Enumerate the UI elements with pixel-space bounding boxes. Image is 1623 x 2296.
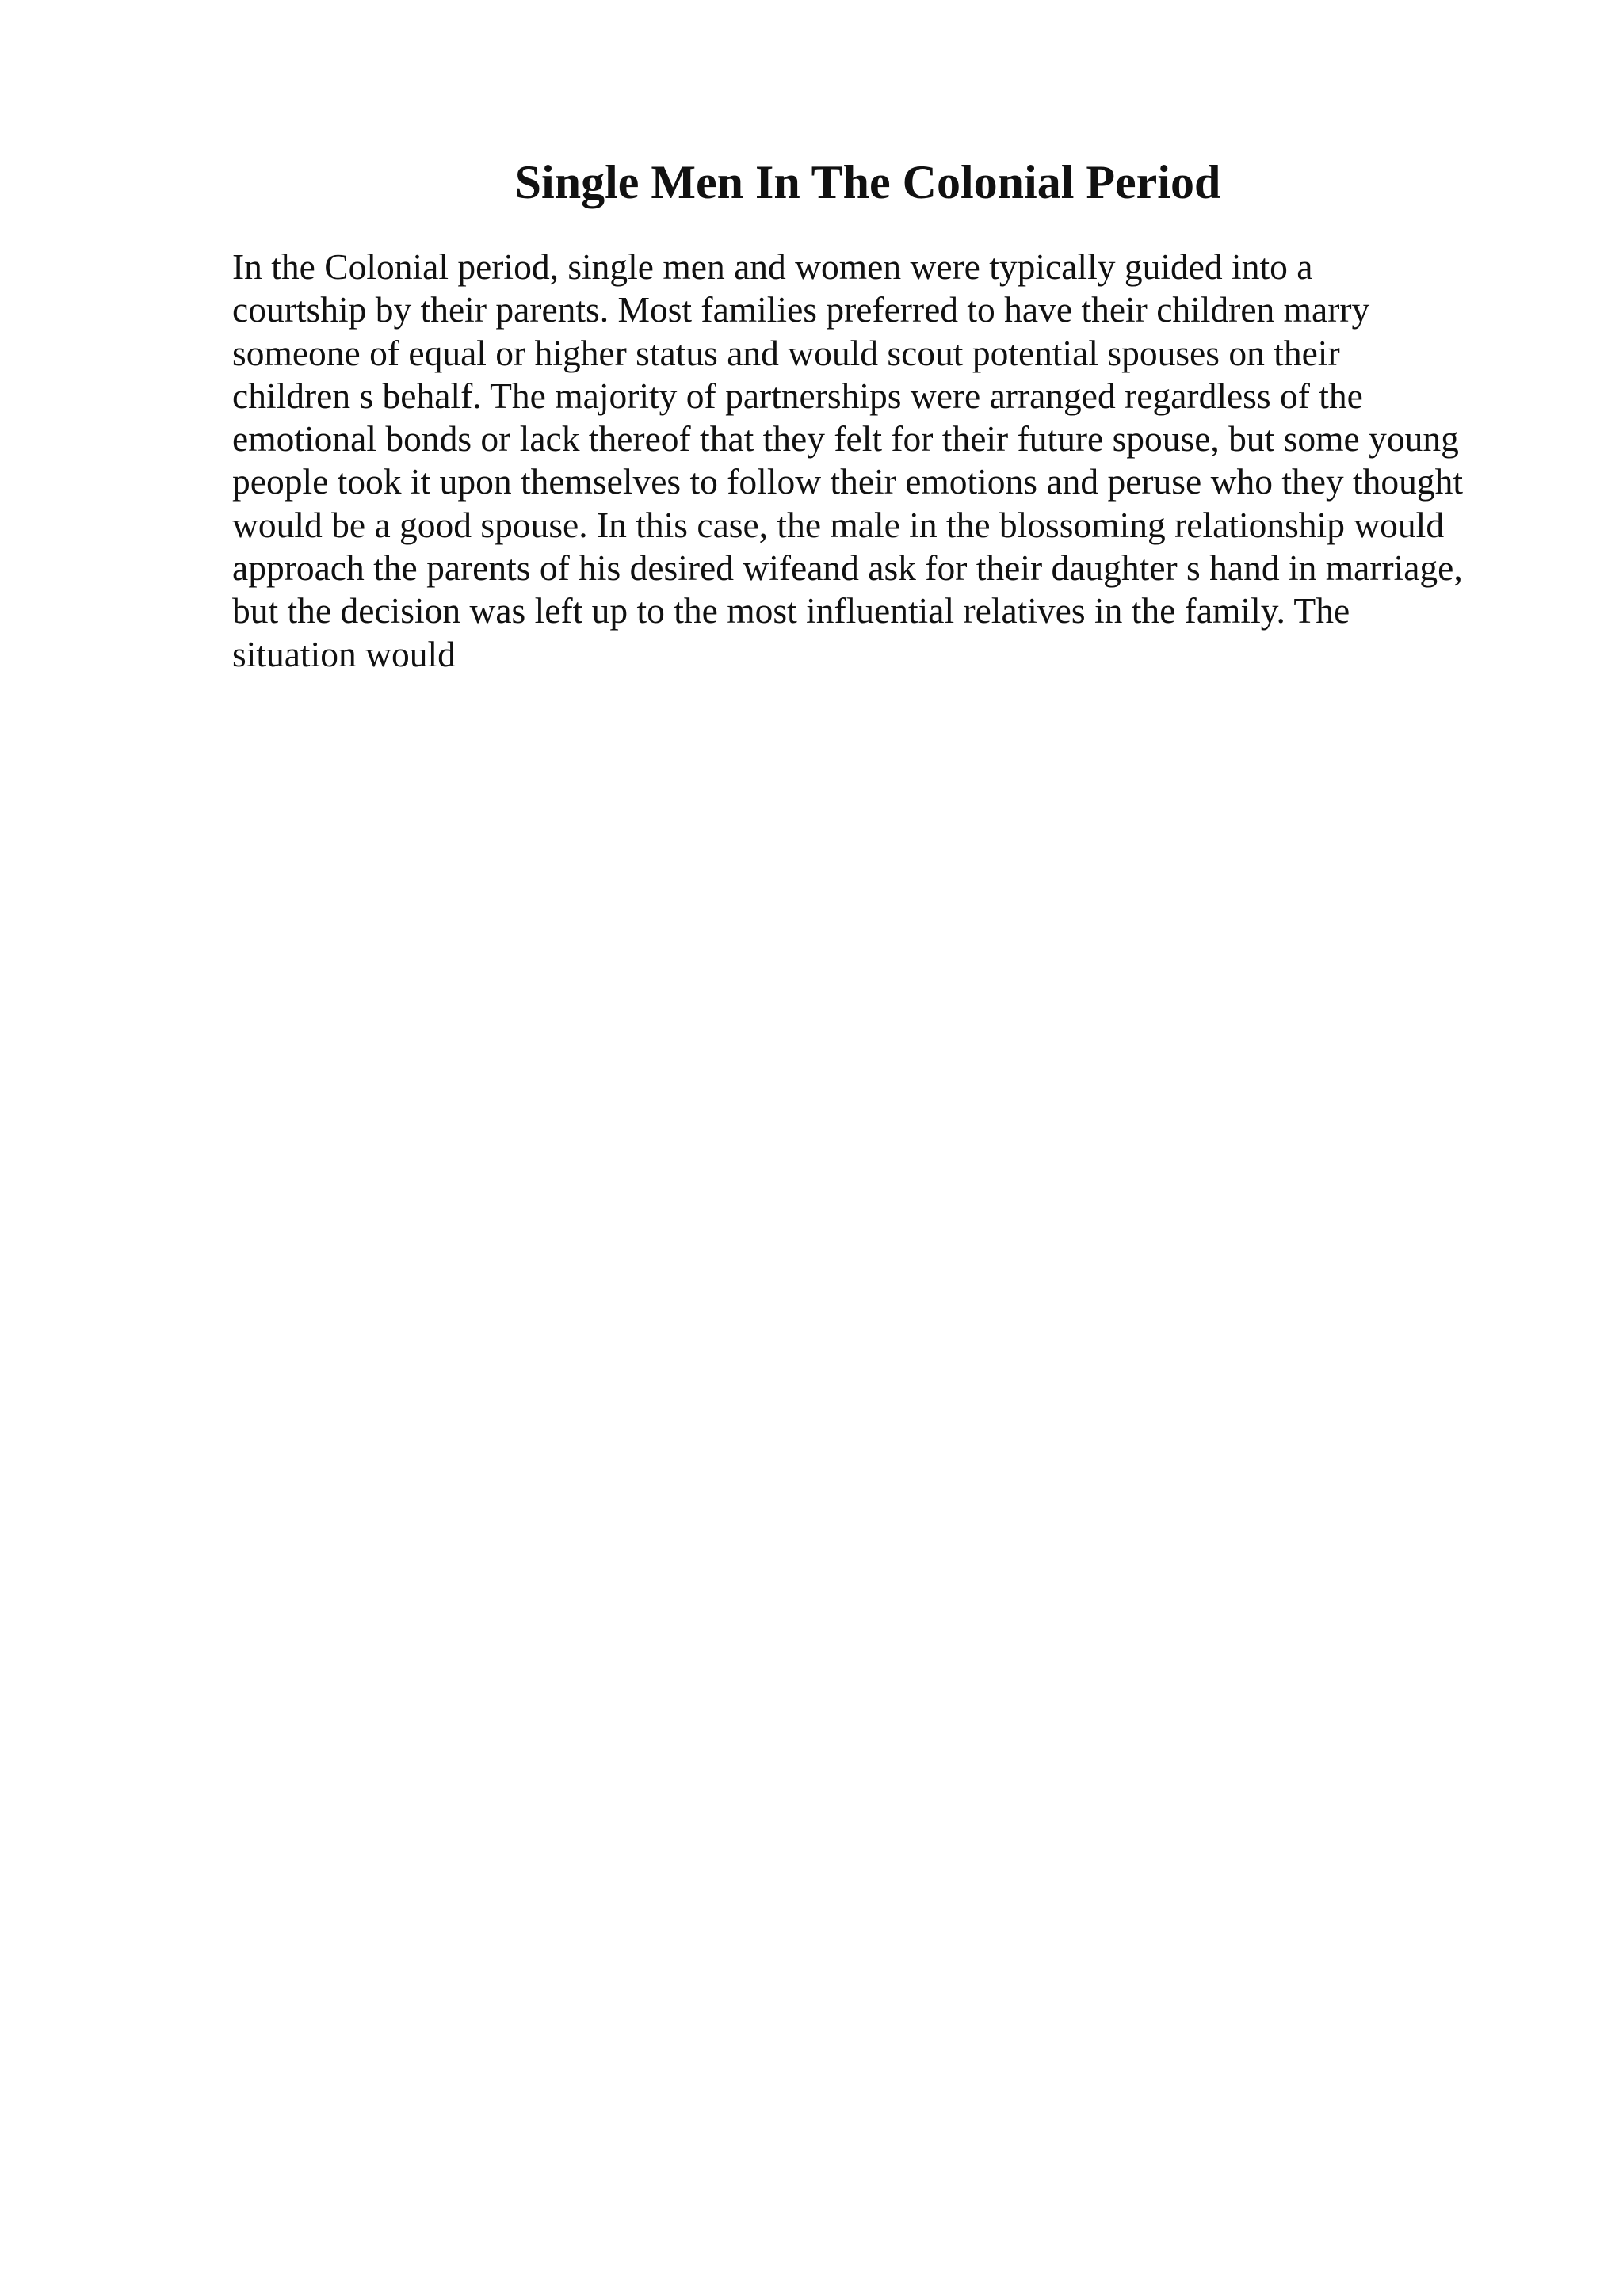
paragraph-line: someone of equal or higher status and would scout potential spouses on their <box>232 332 1340 373</box>
paragraph-line: people took it upon themselves to follow their emotions and peruse who they thought <box>232 461 1464 502</box>
paragraph-line: but the decision was left up to the most influential relatives in the family. The <box>232 590 1350 631</box>
paragraph-line: situation would <box>232 633 456 674</box>
paragraph-line: In the Colonial period, single men and women were typically guided into a <box>232 246 1313 287</box>
document-title: Single Men In The Colonial Period <box>514 156 1221 208</box>
paragraph-line: emotional bonds or lack thereof that they felt for their future spouse, but some young <box>232 418 1459 460</box>
paragraph-line: children s behalf. The majority of partnerships were arranged regardless of the <box>232 375 1363 416</box>
body-paragraph <box>232 246 1516 676</box>
paragraph-line: courtship by their parents. Most families preferred to have their children marry <box>232 289 1370 330</box>
paragraph-line: would be a good spouse. In this case, the male in the blossoming relationship would <box>232 504 1445 545</box>
paragraph-line: approach the parents of his desired wifeand ask for their daughter s hand in marriage, <box>232 547 1463 589</box>
